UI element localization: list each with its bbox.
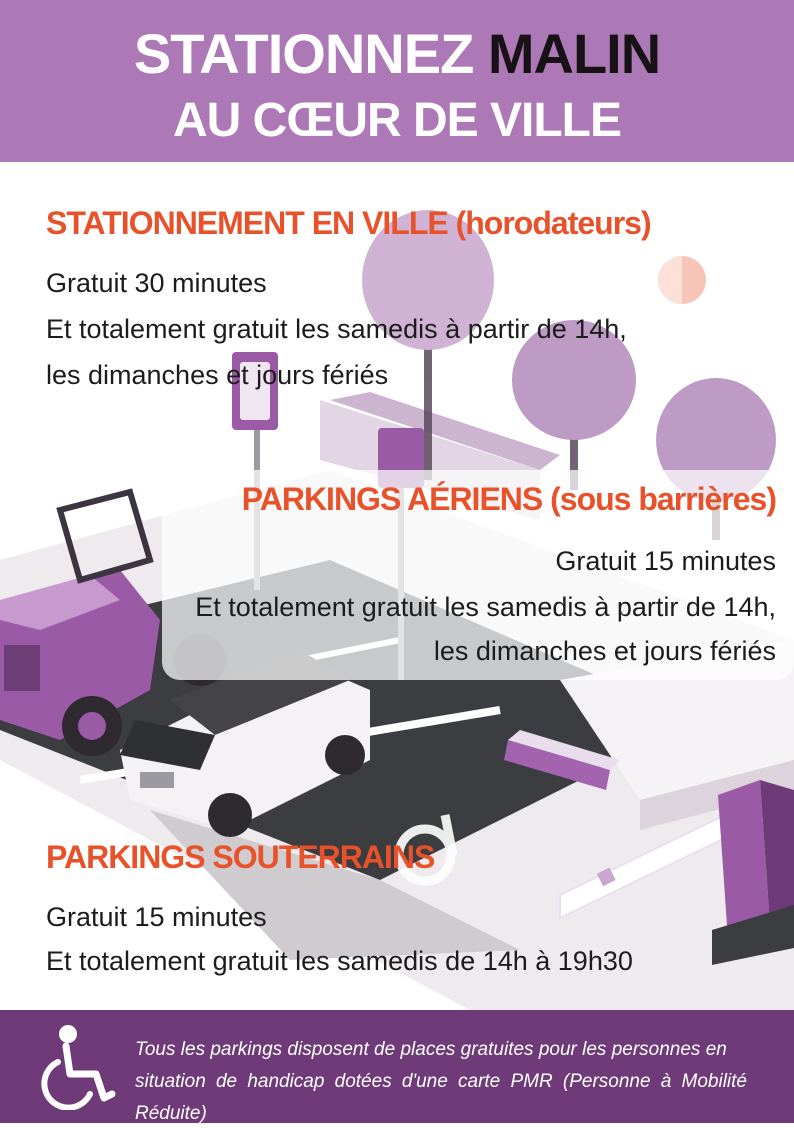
section-line: Et totalement gratuit les samedis à partir de 14h, [195,592,776,622]
section-title-street-parking: STATIONNEMENT EN VILLE (horodateurs) [46,205,651,241]
footer-accessibility-note [135,1034,747,1130]
section-line: Gratuit 30 minutes [46,268,267,298]
section-title-surface-parking: PARKINGS AÉRIENS (sous barrières) [241,481,776,517]
title-part-2: MALIN [487,22,661,85]
page-title [0,22,794,86]
section-line: les dimanches et jours fériés [46,360,389,390]
deco-circle-half [658,256,682,304]
page-subtitle: AU CŒUR DE VILLE [172,94,621,147]
header-banner [0,0,794,162]
section-line: Gratuit 15 minutes [46,902,267,932]
wheelchair-icon [38,1022,122,1110]
section-title-underground-parking: PARKINGS SOUTERRAINS [46,839,435,875]
footer-line-2: situation de handicap dotées d'une carte PMR (Personne à Mobilité Réduite) [135,1071,747,1124]
section-line: les dimanches et jours fériés [433,636,776,666]
title-part-1: STATIONNEZ [133,22,488,85]
section-line: Gratuit 15 minutes [555,546,776,576]
section-line: Et totalement gratuit les samedis de 14h à 19h30 [46,946,633,976]
section-line: Et totalement gratuit les samedis à partir de 14h, [46,314,627,344]
footer-line-1: Tous les parkings disposent de places gratuites pour les personnes en [135,1039,727,1060]
